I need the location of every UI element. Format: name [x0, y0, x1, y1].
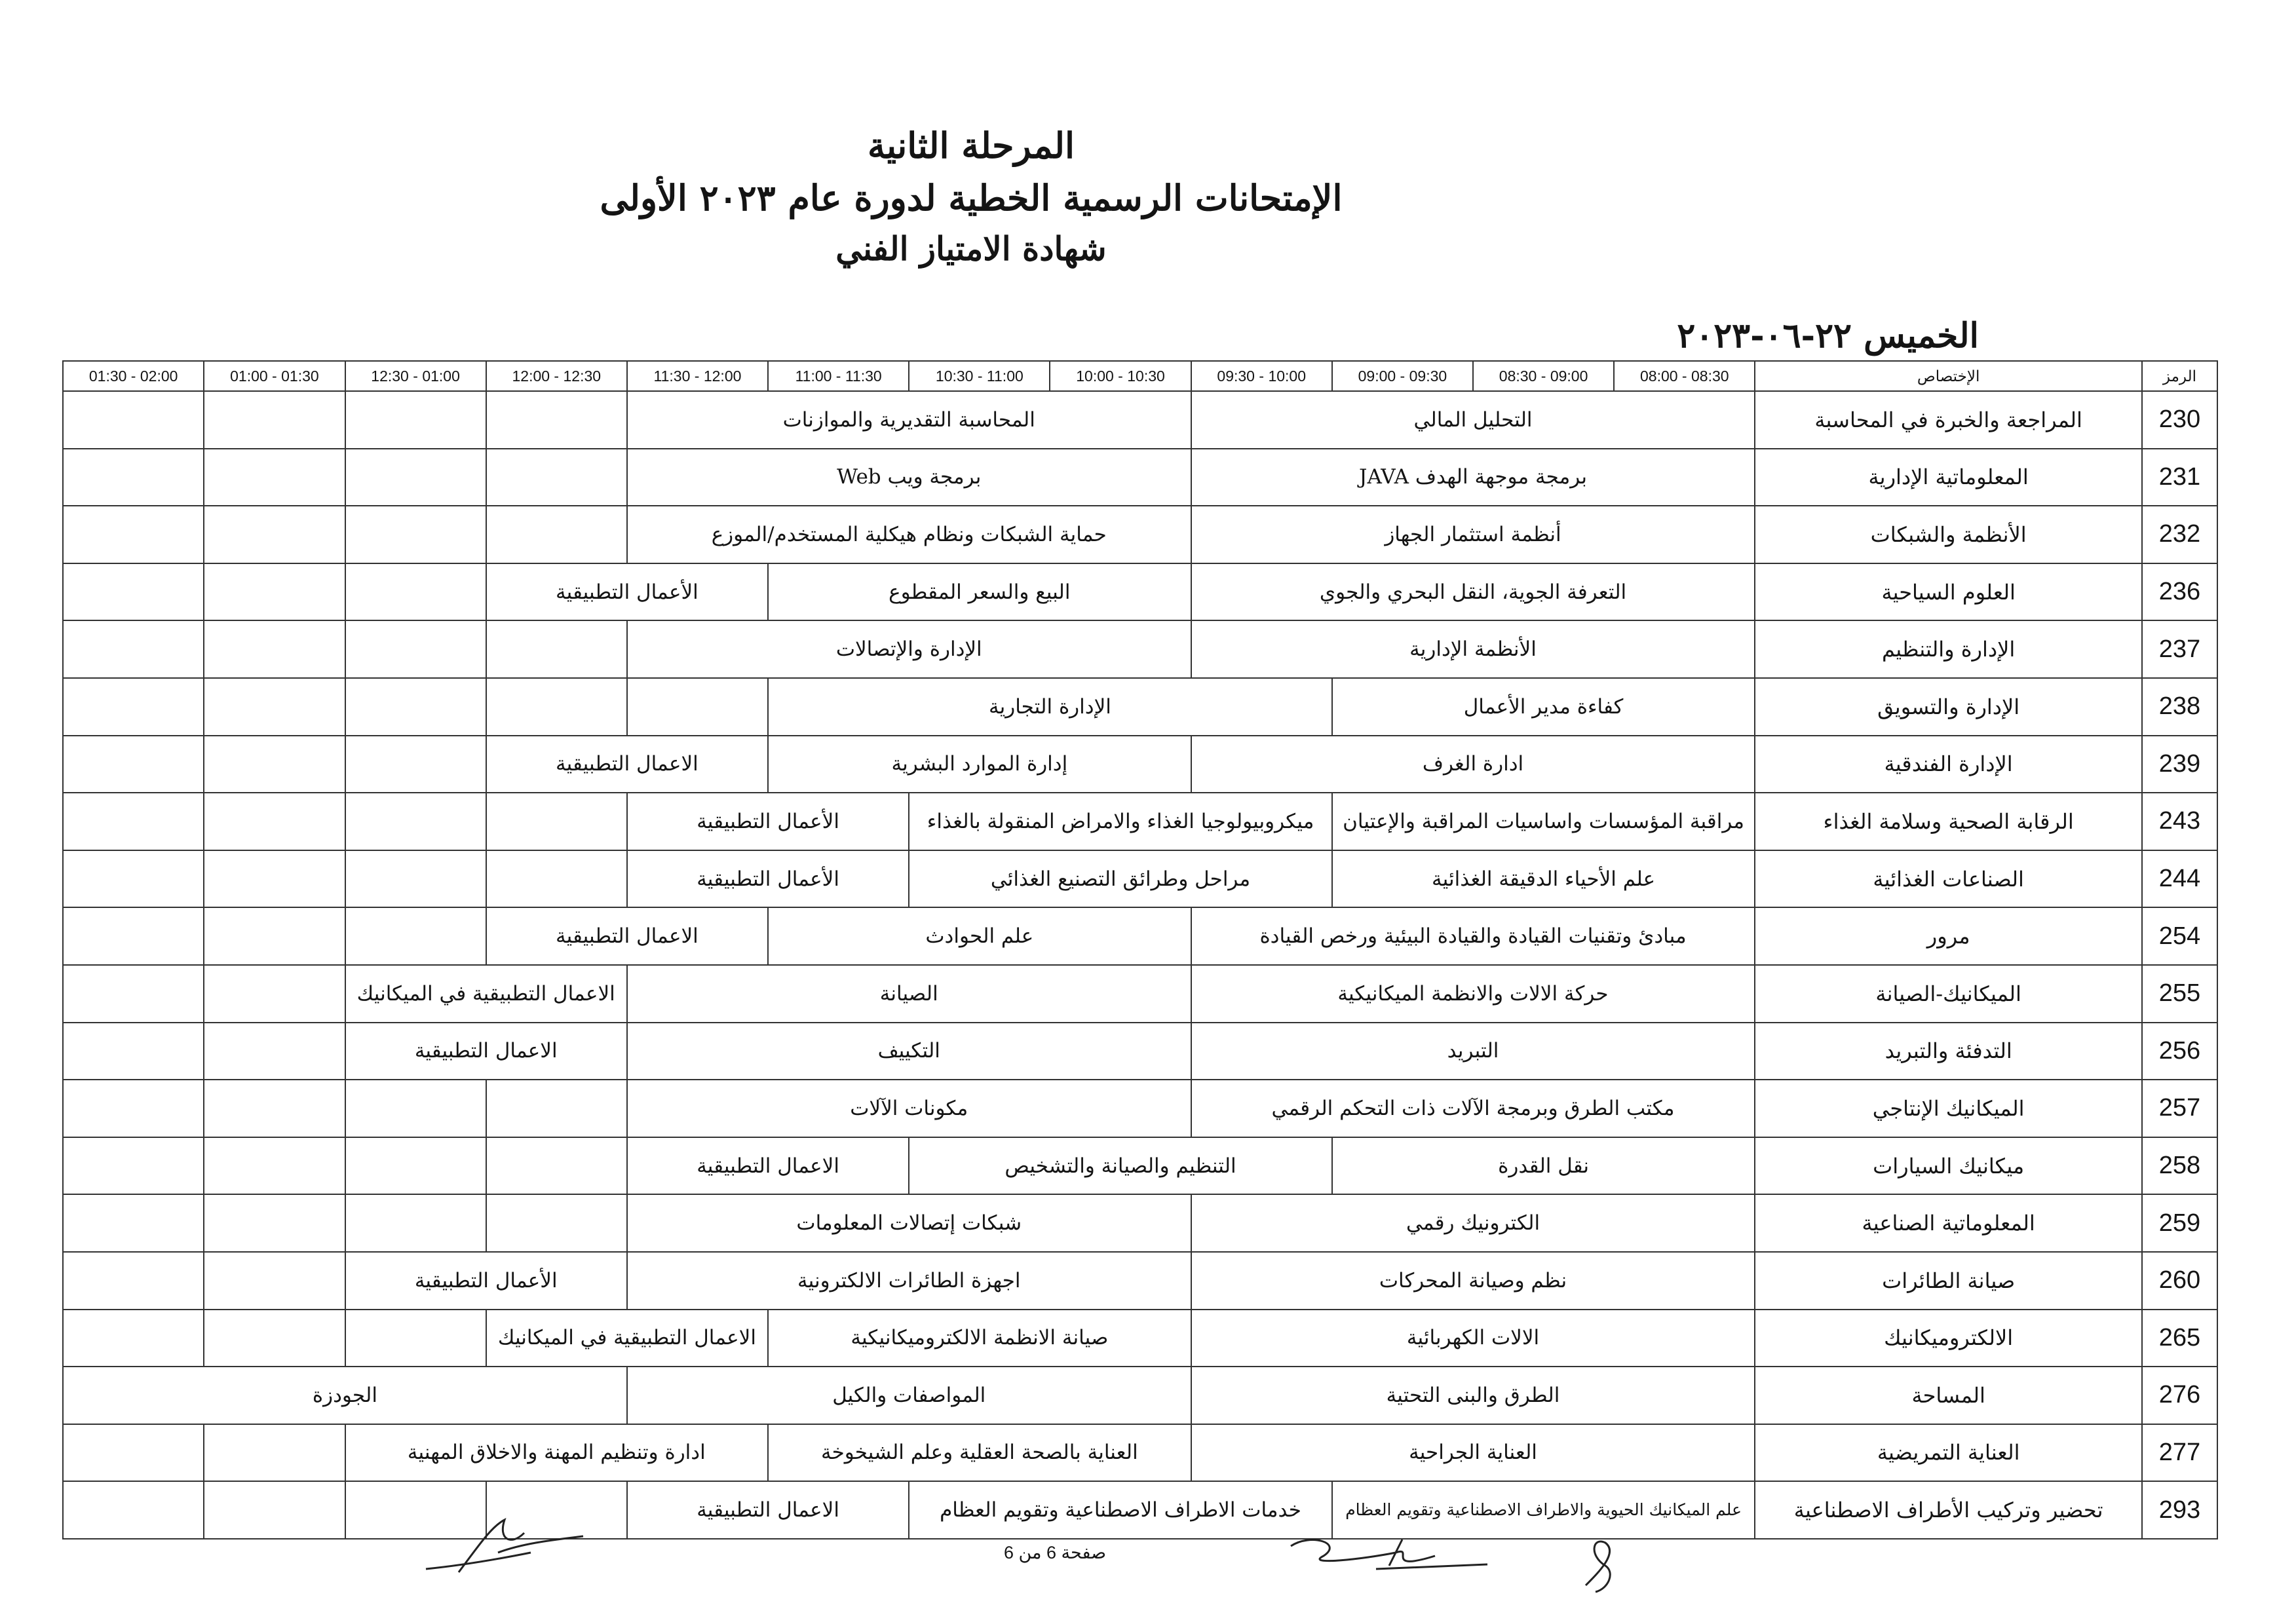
- exam-subject-cell: الأعمال التطبيقية: [486, 563, 768, 621]
- exam-subject-cell: الاعمال التطبيقية: [486, 736, 768, 793]
- empty-slot-cell: [345, 506, 486, 563]
- empty-slot-cell: [63, 1023, 204, 1080]
- specialty-name: المراجعة والخبرة في المحاسبة: [1755, 391, 2142, 449]
- specialty-name: صيانة الطائرات: [1755, 1252, 2142, 1310]
- specialty-code: 293: [2142, 1481, 2217, 1539]
- exam-subject-cell: الالات الكهربائية: [1191, 1310, 1755, 1367]
- exam-subject-cell: التعرفة الجوية، النقل البحري والجوي: [1191, 563, 1755, 621]
- exam-subject-cell: الأعمال التطبيقية: [627, 793, 909, 850]
- exam-subject-cell: كفاءة مدير الأعمال: [1332, 678, 1755, 736]
- specialty-name: الميكانيك الإنتاجي: [1755, 1080, 2142, 1137]
- table-row: [63, 1424, 2217, 1482]
- specialty-name: المعلوماتية الإدارية: [1755, 449, 2142, 506]
- exam-subject-cell: التكييف: [627, 1023, 1191, 1080]
- exam-subject-cell: مبادئ وتقنيات القيادة والقيادة البيئية ورخص القيادة: [1191, 907, 1755, 965]
- time-slot-header: 01:30 - 01:00: [204, 361, 345, 391]
- specialty-name: الإدارة والتسويق: [1755, 678, 2142, 736]
- specialty-code: 259: [2142, 1194, 2217, 1252]
- empty-slot-cell: [345, 1137, 486, 1195]
- exam-subject-cell: حركة الالات والانظمة الميكانيكية: [1191, 965, 1755, 1023]
- exam-subject-cell: ادارة الغرف: [1191, 736, 1755, 793]
- table-row: [63, 563, 2217, 621]
- exam-subject-cell: الاعمال التطبيقية: [627, 1481, 909, 1539]
- specialty-code: 256: [2142, 1023, 2217, 1080]
- exam-subject-cell: مراحل وطرائق التصنيع الغذائي: [909, 850, 1332, 908]
- empty-slot-cell: [204, 449, 345, 506]
- specialty-code: 232: [2142, 506, 2217, 563]
- page-number: صفحة 6 من 6: [1003, 1543, 1107, 1562]
- exam-subject-cell: الأعمال التطبيقية: [345, 1252, 627, 1310]
- empty-slot-cell: [486, 1080, 627, 1137]
- empty-slot-cell: [204, 620, 345, 678]
- exam-subject-cell: حماية الشبكات ونظام هيكلية المستخدم/الموزع: [627, 506, 1191, 563]
- empty-slot-cell: [204, 1252, 345, 1310]
- time-slot-header: 02:00 - 01:30: [63, 361, 204, 391]
- specialty-name: المعلوماتية الصناعية: [1755, 1194, 2142, 1252]
- time-slot-header: 12:00 - 11:30: [627, 361, 768, 391]
- table-row: [63, 1194, 2217, 1252]
- empty-slot-cell: [204, 736, 345, 793]
- specialty-code: 244: [2142, 850, 2217, 908]
- exam-date: الخميس ٢٢-٠٦-٢٠٢٣: [1677, 316, 1979, 356]
- specialty-name: الإدارة الفندقية: [1755, 736, 2142, 793]
- empty-slot-cell: [345, 1080, 486, 1137]
- exam-subject-cell: مكونات الآلات: [627, 1080, 1191, 1137]
- empty-slot-cell: [63, 1080, 204, 1137]
- table-row: [63, 506, 2217, 563]
- column-header-specialty: الإختصاص: [1755, 361, 2142, 391]
- page-title: المرحلة الثانية: [868, 124, 1075, 166]
- exam-subject-cell: البيع والسعر المقطوع: [768, 563, 1191, 621]
- table-row: [63, 793, 2217, 850]
- certificate-title: شهادة الامتياز الفني: [835, 229, 1107, 268]
- empty-slot-cell: [204, 563, 345, 621]
- specialty-code: 239: [2142, 736, 2217, 793]
- time-slot-header: 09:00 - 08:30: [1473, 361, 1614, 391]
- specialty-name: الالكتروميكانيك: [1755, 1310, 2142, 1367]
- empty-slot-cell: [63, 506, 204, 563]
- empty-slot-cell: [204, 850, 345, 908]
- empty-slot-cell: [345, 1310, 486, 1367]
- empty-slot-cell: [63, 1194, 204, 1252]
- specialty-code: 277: [2142, 1424, 2217, 1482]
- table-row: [63, 620, 2217, 678]
- exam-subject-cell: مكتب الطرق وبرمجة الآلات ذات التحكم الرقمي: [1191, 1080, 1755, 1137]
- time-slot-header: 01:00 - 12:30: [345, 361, 486, 391]
- signature-right: [1566, 1526, 1645, 1598]
- empty-slot-cell: [204, 1481, 345, 1539]
- exam-subject-cell: أنظمة استثمار الجهاز: [1191, 506, 1755, 563]
- exam-subject-cell: اجهزة الطائرات الالكترونية: [627, 1252, 1191, 1310]
- specialty-name: التدفئة والتبريد: [1755, 1023, 2142, 1080]
- empty-slot-cell: [63, 736, 204, 793]
- exam-subject-cell: الإدارة والإتصالات: [627, 620, 1191, 678]
- empty-slot-cell: [204, 1080, 345, 1137]
- empty-slot-cell: [63, 850, 204, 908]
- exam-subject-cell: التبريد: [1191, 1023, 1755, 1080]
- specialty-code: 236: [2142, 563, 2217, 621]
- empty-slot-cell: [63, 1310, 204, 1367]
- specialty-code: 243: [2142, 793, 2217, 850]
- time-slot-header: 11:30 - 11:00: [768, 361, 909, 391]
- exam-subject-cell: الإدارة التجارية: [768, 678, 1332, 736]
- specialty-code: 238: [2142, 678, 2217, 736]
- empty-slot-cell: [63, 1424, 204, 1482]
- specialty-name: العلوم السياحية: [1755, 563, 2142, 621]
- table-row: [63, 1310, 2217, 1367]
- exam-subject-cell: برمجة ويب Web: [627, 449, 1191, 506]
- table-row: [63, 1367, 2217, 1424]
- table-row: [63, 1252, 2217, 1310]
- table-row: [63, 1137, 2217, 1195]
- empty-slot-cell: [345, 907, 486, 965]
- empty-slot-cell: [204, 506, 345, 563]
- specialty-code: 230: [2142, 391, 2217, 449]
- table-row: [63, 678, 2217, 736]
- exam-subject-cell: إدارة الموارد البشرية: [768, 736, 1191, 793]
- exam-subject-cell: نقل القدرة: [1332, 1137, 1755, 1195]
- exam-subject-cell: شبكات إتصالات المعلومات: [627, 1194, 1191, 1252]
- empty-slot-cell: [486, 449, 627, 506]
- empty-slot-cell: [486, 850, 627, 908]
- specialty-code: 254: [2142, 907, 2217, 965]
- exam-subject-cell: الجودزة: [63, 1367, 627, 1424]
- empty-slot-cell: [63, 1252, 204, 1310]
- exam-subject-cell: العناية الجراحية: [1191, 1424, 1755, 1482]
- specialty-name: المساحة: [1755, 1367, 2142, 1424]
- empty-slot-cell: [63, 965, 204, 1023]
- empty-slot-cell: [345, 391, 486, 449]
- empty-slot-cell: [63, 563, 204, 621]
- specialty-name: تحضير وتركيب الأطراف الاصطناعية: [1755, 1481, 2142, 1539]
- exam-session-title: الإمتحانات الرسمية الخطية لدورة عام ٢٠٢٣ الأولى: [600, 177, 1343, 219]
- time-slot-header: 10:30 - 10:00: [1050, 361, 1191, 391]
- time-slot-header: 11:00 - 10:30: [909, 361, 1050, 391]
- specialty-code: 257: [2142, 1080, 2217, 1137]
- table-row: [63, 391, 2217, 449]
- signature-left: [419, 1507, 590, 1585]
- empty-slot-cell: [345, 736, 486, 793]
- empty-slot-cell: [345, 449, 486, 506]
- table-row: [63, 907, 2217, 965]
- exam-subject-cell: علم الحوادث: [768, 907, 1191, 965]
- empty-slot-cell: [486, 1194, 627, 1252]
- exam-subject-cell: ادارة وتنظيم المهنة والاخلاق المهنية: [345, 1424, 769, 1482]
- column-header-code: الرمز: [2142, 361, 2217, 391]
- exam-subject-cell: صيانة الانظمة الالكتروميكانيكية: [768, 1310, 1191, 1367]
- exam-subject-cell: التنظيم والصيانة والتشخيص: [909, 1137, 1332, 1195]
- exam-subject-cell: الاعمال التطبيقية في الميكانيك: [345, 965, 627, 1023]
- exam-subject-cell: علم الأحياء الدقيقة الغذائية: [1332, 850, 1755, 908]
- empty-slot-cell: [63, 391, 204, 449]
- table-row: [63, 1023, 2217, 1080]
- exam-subject-cell: ميكروبيولوجيا الغذاء والامراض المنقولة بالغذاء: [909, 793, 1332, 850]
- specialty-name: مرور: [1755, 907, 2142, 965]
- signature-middle: [1284, 1520, 1494, 1592]
- empty-slot-cell: [63, 449, 204, 506]
- exam-subject-cell: التحليل المالي: [1191, 391, 1755, 449]
- specialty-name: الأنظمة والشبكات: [1755, 506, 2142, 563]
- empty-slot-cell: [486, 793, 627, 850]
- specialty-name: الإدارة والتنظيم: [1755, 620, 2142, 678]
- exam-subject-cell: مراقبة المؤسسات واساسيات المراقبة والإعتيان: [1332, 793, 1755, 850]
- table-row: [63, 449, 2217, 506]
- empty-slot-cell: [204, 1137, 345, 1195]
- table-row: [63, 965, 2217, 1023]
- exam-subject-cell: الاعمال التطبيقية: [345, 1023, 627, 1080]
- exam-subject-cell: المواصفات والكيل: [627, 1367, 1191, 1424]
- empty-slot-cell: [627, 678, 768, 736]
- empty-slot-cell: [486, 678, 627, 736]
- exam-subject-cell: الكترونيك رقمي: [1191, 1194, 1755, 1252]
- empty-slot-cell: [345, 1194, 486, 1252]
- specialty-code: 265: [2142, 1310, 2217, 1367]
- table-body: [63, 391, 2217, 1539]
- empty-slot-cell: [204, 1194, 345, 1252]
- specialty-code: 260: [2142, 1252, 2217, 1310]
- exam-subject-cell: الاعمال التطبيقية في الميكانيك: [486, 1310, 768, 1367]
- time-slot-header: 12:30 - 12:00: [486, 361, 627, 391]
- empty-slot-cell: [204, 391, 345, 449]
- exam-subject-cell: علم الميكانيك الحيوية والاطراف الاصطناعية وتقويم العظام: [1332, 1481, 1755, 1539]
- empty-slot-cell: [63, 678, 204, 736]
- empty-slot-cell: [63, 1481, 204, 1539]
- time-slot-header: 10:00 - 09:30: [1191, 361, 1332, 391]
- empty-slot-cell: [204, 678, 345, 736]
- table-row: [63, 850, 2217, 908]
- empty-slot-cell: [486, 506, 627, 563]
- empty-slot-cell: [486, 391, 627, 449]
- table-header-row: [63, 361, 2217, 391]
- empty-slot-cell: [345, 793, 486, 850]
- exam-subject-cell: الاعمال التطبيقية: [486, 907, 768, 965]
- empty-slot-cell: [204, 793, 345, 850]
- exam-subject-cell: الصيانة: [627, 965, 1191, 1023]
- empty-slot-cell: [345, 850, 486, 908]
- empty-slot-cell: [63, 620, 204, 678]
- empty-slot-cell: [486, 1137, 627, 1195]
- empty-slot-cell: [204, 1023, 345, 1080]
- specialty-name: العناية التمريضية: [1755, 1424, 2142, 1482]
- specialty-code: 231: [2142, 449, 2217, 506]
- empty-slot-cell: [204, 1310, 345, 1367]
- empty-slot-cell: [486, 620, 627, 678]
- empty-slot-cell: [345, 620, 486, 678]
- specialty-name: الميكانيك-الصيانة: [1755, 965, 2142, 1023]
- specialty-code: 237: [2142, 620, 2217, 678]
- table-row: [63, 736, 2217, 793]
- exam-subject-cell: المحاسبة التقديرية والموازنات: [627, 391, 1191, 449]
- exam-schedule-table: [62, 360, 2218, 1539]
- specialty-name: ميكانيك السيارات: [1755, 1137, 2142, 1195]
- exam-subject-cell: الاعمال التطبيقية: [627, 1137, 909, 1195]
- specialty-name: الصناعات الغذائية: [1755, 850, 2142, 908]
- empty-slot-cell: [63, 907, 204, 965]
- exam-subject-cell: العناية بالصحة العقلية وعلم الشيخوخة: [768, 1424, 1191, 1482]
- time-slot-header: 09:30 - 09:00: [1332, 361, 1473, 391]
- empty-slot-cell: [204, 907, 345, 965]
- specialty-code: 255: [2142, 965, 2217, 1023]
- specialty-code: 276: [2142, 1367, 2217, 1424]
- exam-subject-cell: الأنظمة الإدارية: [1191, 620, 1755, 678]
- empty-slot-cell: [345, 563, 486, 621]
- specialty-code: 258: [2142, 1137, 2217, 1195]
- exam-subject-cell: برمجة موجهة الهدف JAVA: [1191, 449, 1755, 506]
- table-row: [63, 1080, 2217, 1137]
- time-slot-header: 08:30 - 08:00: [1614, 361, 1755, 391]
- empty-slot-cell: [63, 1137, 204, 1195]
- exam-subject-cell: خدمات الاطراف الاصطناعية وتقويم العظام: [909, 1481, 1332, 1539]
- table-row: [63, 1481, 2217, 1539]
- exam-subject-cell: الأعمال التطبيقية: [627, 850, 909, 908]
- empty-slot-cell: [204, 1424, 345, 1482]
- exam-subject-cell: الطرق والبنى التحتية: [1191, 1367, 1755, 1424]
- exam-subject-cell: نظم وصيانة المحركات: [1191, 1252, 1755, 1310]
- empty-slot-cell: [63, 793, 204, 850]
- empty-slot-cell: [345, 678, 486, 736]
- specialty-name: الرقابة الصحية وسلامة الغذاء: [1755, 793, 2142, 850]
- empty-slot-cell: [204, 965, 345, 1023]
